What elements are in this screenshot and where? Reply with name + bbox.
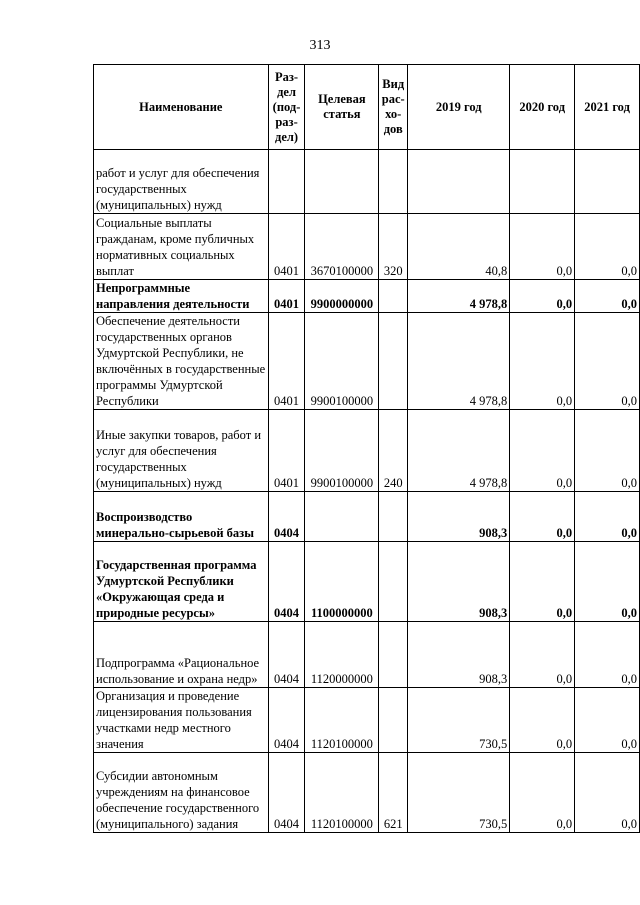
- cell-2021: 0,0: [575, 753, 640, 833]
- header-2019: 2019 год: [408, 65, 510, 150]
- cell-2019: 730,5: [408, 753, 510, 833]
- cell-2021: [575, 150, 640, 214]
- cell-name: Обеспечение деятельности государственных органов Удмуртской Республики, не включённых в государственные программы Удмуртской Республики: [94, 313, 269, 410]
- cell-name: Непрограммные направления деятельности: [94, 280, 269, 313]
- cell-expense: [379, 688, 408, 753]
- cell-section: 0401: [268, 410, 305, 492]
- header-expense: Вид рас- хо- дов: [379, 65, 408, 150]
- cell-expense: 240: [379, 410, 408, 492]
- cell-article: [305, 150, 379, 214]
- cell-2020: [510, 150, 575, 214]
- cell-2020: 0,0: [510, 753, 575, 833]
- cell-article: 9900000000: [305, 280, 379, 313]
- header-name: Наименование: [94, 65, 269, 150]
- cell-section: 0404: [268, 622, 305, 688]
- cell-article: 1120100000: [305, 688, 379, 753]
- cell-article: 1120100000: [305, 753, 379, 833]
- table-row: [94, 150, 640, 214]
- cell-2021: 0,0: [575, 492, 640, 542]
- cell-section: [268, 150, 305, 214]
- cell-2020: 0,0: [510, 688, 575, 753]
- table-row: [94, 313, 640, 410]
- cell-2021: 0,0: [575, 280, 640, 313]
- header-article: Целевая статья: [305, 65, 379, 150]
- cell-2020: 0,0: [510, 622, 575, 688]
- header-2021: 2021 год: [575, 65, 640, 150]
- cell-article: 1100000000: [305, 542, 379, 622]
- table-row: [94, 492, 640, 542]
- cell-article: 1120000000: [305, 622, 379, 688]
- header-section: Раз- дел (под- раз- дел): [268, 65, 305, 150]
- cell-2020: 0,0: [510, 410, 575, 492]
- cell-name: Организация и проведение лицензирования пользования участками недр местного значения: [94, 688, 269, 753]
- cell-expense: 621: [379, 753, 408, 833]
- cell-expense: [379, 492, 408, 542]
- cell-article: 9900100000: [305, 410, 379, 492]
- cell-2019: 908,3: [408, 492, 510, 542]
- cell-section: 0401: [268, 313, 305, 410]
- cell-name: Воспроизводство минерально-сырьевой базы: [94, 492, 269, 542]
- table-body: [94, 150, 640, 833]
- cell-2021: 0,0: [575, 622, 640, 688]
- table-row: [94, 410, 640, 492]
- cell-name: Государственная программа Удмуртской Республики «Окружающая среда и природные ресурсы»: [94, 542, 269, 622]
- table-row: [94, 214, 640, 280]
- cell-article: [305, 492, 379, 542]
- cell-2021: 0,0: [575, 410, 640, 492]
- cell-expense: [379, 280, 408, 313]
- cell-2020: 0,0: [510, 280, 575, 313]
- cell-article: 3670100000: [305, 214, 379, 280]
- cell-section: 0404: [268, 492, 305, 542]
- budget-table: [93, 64, 640, 833]
- table-header-row: [94, 65, 640, 150]
- cell-section: 0401: [268, 280, 305, 313]
- cell-name: Подпрограмма «Рациональное использование и охрана недр»: [94, 622, 269, 688]
- cell-2019: [408, 150, 510, 214]
- cell-2020: 0,0: [510, 214, 575, 280]
- cell-article: 9900100000: [305, 313, 379, 410]
- cell-expense: [379, 150, 408, 214]
- cell-name: работ и услуг для обеспечения государственных (муниципальных) нужд: [94, 150, 269, 214]
- cell-section: 0404: [268, 688, 305, 753]
- table-row: [94, 753, 640, 833]
- cell-2020: 0,0: [510, 542, 575, 622]
- cell-2020: 0,0: [510, 492, 575, 542]
- cell-2019: 4 978,8: [408, 280, 510, 313]
- cell-section: 0401: [268, 214, 305, 280]
- cell-2020: 0,0: [510, 313, 575, 410]
- cell-2019: 908,3: [408, 622, 510, 688]
- cell-2019: 4 978,8: [408, 313, 510, 410]
- cell-2021: 0,0: [575, 542, 640, 622]
- cell-expense: [379, 542, 408, 622]
- cell-section: 0404: [268, 542, 305, 622]
- table-row: [94, 622, 640, 688]
- page-number: 313: [309, 38, 331, 53]
- cell-2021: 0,0: [575, 688, 640, 753]
- cell-2021: 0,0: [575, 313, 640, 410]
- cell-2019: 4 978,8: [408, 410, 510, 492]
- header-2020: 2020 год: [510, 65, 575, 150]
- table-row: [94, 542, 640, 622]
- cell-name: Субсидии автономным учреждениям на финансовое обеспечение государственного (муниципального) задания: [94, 753, 269, 833]
- cell-name: Социальные выплаты гражданам, кроме публичных нормативных социальных выплат: [94, 214, 269, 280]
- cell-expense: [379, 622, 408, 688]
- table-row: [94, 688, 640, 753]
- cell-2021: 0,0: [575, 214, 640, 280]
- cell-expense: [379, 313, 408, 410]
- cell-name: Иные закупки товаров, работ и услуг для обеспечения государственных (муниципальных) нужд: [94, 410, 269, 492]
- cell-section: 0404: [268, 753, 305, 833]
- cell-2019: 40,8: [408, 214, 510, 280]
- cell-expense: 320: [379, 214, 408, 280]
- table-row: [94, 280, 640, 313]
- cell-2019: 730,5: [408, 688, 510, 753]
- cell-2019: 908,3: [408, 542, 510, 622]
